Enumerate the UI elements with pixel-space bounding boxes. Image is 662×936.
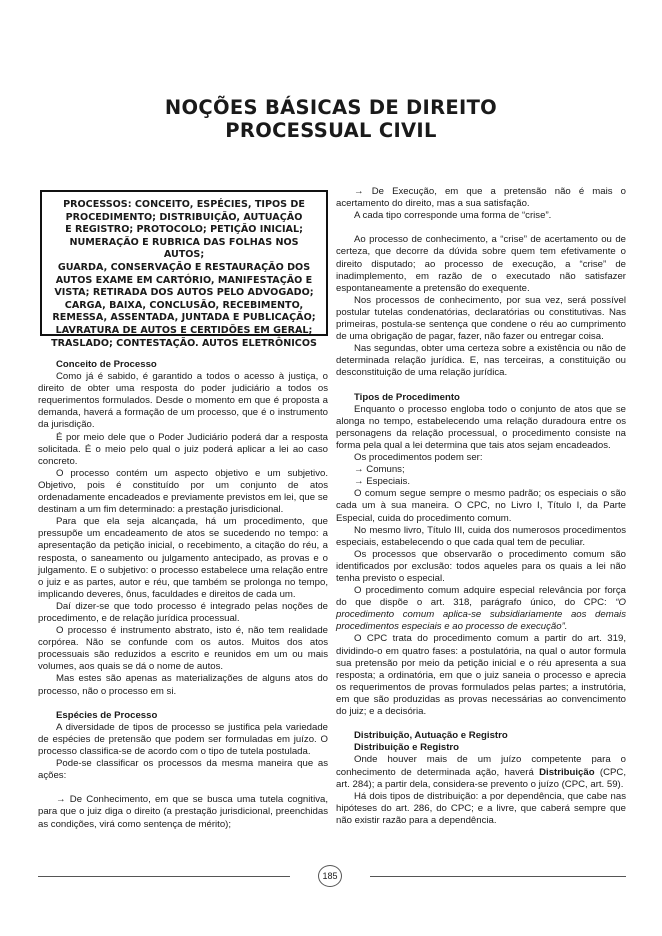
paragraph-text: O procedimento comum adquire especial relevância por força do que dispõe o art. 318, parágrafo único, do CPC:	[336, 585, 626, 609]
paragraph: Mas estes são apenas as materializações de alguns atos do processo, não o processo em si.	[38, 673, 328, 697]
title-line-1: NOÇÕES BÁSICAS DE DIREITO	[164, 96, 498, 119]
title-line-2: PROCESSUAL CIVIL	[225, 119, 437, 142]
topics-line: E REGISTRO; PROTOCOLO; PETIÇÃO INICIAL;	[65, 224, 303, 236]
paragraph: O processo é instrumento abstrato, isto é, não tem realidade corpórea. Não se confunde com os autos. Muitos dos atos processuais são reduzidos a escrito e reunidos em um ou mais volumes, aos quais se dá o nome de autos.	[38, 625, 328, 673]
bold-term: Distribuição	[539, 766, 595, 778]
page-title	[0, 96, 662, 142]
paragraph: O comum segue sempre o mesmo padrão; os especiais o são cada um à sua maneira. O CPC, no Livro I, Título I, da Parte Especial, cuida do procedimento comum.	[336, 488, 626, 524]
paragraph: No mesmo livro, Título III, cuida dos numerosos procedimentos especiais, estabelecendo o que cada qual tem de peculiar.	[336, 524, 626, 548]
topics-line: VISTA; RETIRADA DOS AUTOS PELO ADVOGADO;	[54, 287, 314, 299]
topics-line: PROCEDIMENTO; DISTRIBUIÇÃO, AUTUAÇÃO	[65, 211, 303, 223]
paragraph: Ao processo de conhecimento, a “crise” de acertamento ou de certeza, que decorre da dúvida sobre quem tem efetivamente o direito disputado; ao processo de execução, a “crise” de inadimplemento, em razão de o executado não satisfazer espontaneamente a pretensão do exequente.	[336, 234, 626, 294]
paragraph: Há dois tipos de distribuição: a por dependência, que cabe nas hipóteses do art. 286, do CPC; e a livre, que caberá sempre que não existir razão para a dependência.	[336, 790, 626, 826]
section-heading: Tipos de Procedimento	[354, 391, 460, 403]
paragraph: Os procedimentos podem ser:	[354, 452, 483, 464]
section-heading: Espécies de Processo	[56, 709, 158, 721]
left-column	[38, 359, 328, 831]
paragraph	[336, 585, 626, 633]
paragraph: Os processos que observarão o procedimento comum são identificados por exclusão: todos aqueles para os quais a lei não tenha previsto o especial.	[336, 548, 626, 584]
topics-line: GUARDA, CONSERVAÇÃO E RESTAURAÇÃO DOS	[57, 261, 311, 273]
paragraph: → Especiais.	[354, 476, 410, 488]
topics-line: PROCESSOS: CONCEITO, ESPÉCIES, TIPOS DE	[63, 199, 305, 210]
paragraph: O CPC trata do procedimento comum a partir do art. 319, dividindo-o em quatro fases: a postulatória, na qual o autor formula sua pretensão por meio da petição inicial e o réu apresenta a sua resposta; a ordinatória, em que o juiz saneia o processo e aprecia os requerimentos de provas formulados pelas partes; a instrutória, em que são produzidas as provas necessárias ao convencimento do juiz; e a decisória.	[336, 633, 626, 718]
paragraph: Nas segundas, obter uma certeza sobre a existência ou não de determinada relação jurídica. E, nas terceiras, a constituição ou desconstituição de uma relação jurídica.	[336, 343, 626, 379]
paragraph: → De Execução, em que a pretensão não é mais o acertamento do direito, mas a sua satisfação.	[336, 186, 626, 210]
topics-line: REMESSA, ASSENTADA, JUNTADA E PUBLICAÇÃO;	[52, 312, 316, 324]
topics-line: CARGA, BAIXA, CONCLUSÃO, RECEBIMENTO,	[64, 299, 304, 311]
paragraph-text: (CPC, art. 284); a partir dela, considera-se prevento o juízo (CPC, art. 59).	[336, 766, 626, 790]
section-heading: Conceito de Processo	[56, 359, 157, 370]
paragraph-text: Onde houver mais de um juízo competente para o conhecimento de determinada ação, haverá	[336, 754, 626, 778]
quote-text: “O procedimento comum aplica-se subsidiariamente aos demais procedimentos especiais e ao processo de execução”.	[336, 597, 626, 633]
topics-box	[40, 190, 328, 349]
section-heading: Distribuição, Autuação e Registro	[354, 730, 508, 742]
paragraph: Pode-se classificar os processos da mesma maneira que as ações:	[38, 758, 328, 782]
footer-rule-right	[370, 876, 626, 877]
topics-line: TRASLADO; CONTESTAÇÃO. AUTOS ELETRÔNICOS	[51, 337, 317, 349]
subsection-heading: Distribuição e Registro	[354, 742, 460, 754]
paragraph: A diversidade de tipos de processo se justifica pela variedade de espécies de pretensão que podem ser formuladas em juízo. O processo classifica-se de acordo com o tipo de tutela postulada.	[38, 721, 328, 757]
topics-line: NUMERAÇÃO E RUBRICA DAS FOLHAS NOS AUTOS;	[69, 236, 299, 261]
paragraph: É por meio dele que o Poder Judiciário poderá dar a resposta solicitada. É o meio pelo qual o juiz poderá aplicar a lei ao caso concreto.	[38, 431, 328, 467]
paragraph: Enquanto o processo engloba todo o conjunto de atos que se alonga no tempo, estabelecendo uma relação duradoura entre os personagens da relação processual, o procedimento consiste na forma pela qual a lei determina que tais atos sejam encadeados.	[336, 403, 626, 451]
paragraph: Nos processos de conhecimento, por sua vez, será possível postular tutelas condenatórias, declaratórias ou constitutivas. Nas primeiras, postula-se sentença que condene o réu ao cumprimento de uma obrigação de pagar, fazer, não fazer ou entregar coisa.	[336, 294, 626, 343]
topics-line: AUTOS EXAME EM CARTÓRIO, MANIFESTAÇÃO E	[55, 274, 313, 286]
paragraph: A cada tipo corresponde uma forma de “crise”.	[354, 210, 552, 222]
paragraph: O processo contém um aspecto objetivo e um subjetivo. Objetivo, pois é constituído por um conjunto de atos ordenadamente encadeados e previamente previstos em lei, que se destinam a um fim determinado: a prestação jurisdicional.	[38, 467, 328, 516]
footer-rule-left	[38, 876, 290, 877]
paragraph	[336, 754, 626, 790]
paragraph: Para que ela seja alcançada, há um procedimento, que pressupõe um encadeamento de atos se sucedendo no tempo: a apresentação da petição inicial, o recebimento, a citação do réu, a resposta, o saneamento ou julgamento antecipado, as provas e o julgamento. E o subjetivo: o processo estabelece uma relação entre o juiz e as partes, autor e réu, que também se prolonga no tempo, implicando deveres, ônus, faculdades e direitos de cada um.	[38, 516, 328, 600]
right-column	[336, 186, 626, 827]
paragraph: Daí dizer-se que todo processo é integrado pelas noções de procedimento, e de relação jurídica processual.	[38, 600, 328, 624]
page-number: 185	[318, 865, 342, 887]
paragraph: → De Conhecimento, em que se busca uma tutela cognitiva, para que o juiz diga o direito (a prestação jurisdicional, preenchidas as condições, virá como sentença de mérito);	[38, 794, 328, 830]
paragraph: → Comuns;	[354, 464, 405, 476]
paragraph: Como já é sabido, é garantido a todos o acesso à justiça, o direito de obter uma resposta do poder judiciário a todos os requerimentos formulados. Desde o momento em que é proposta a demanda, haverá a formação de um processo, que é o instrumento da jurisdição.	[38, 371, 328, 431]
topics-line: LAVRATURA DE AUTOS E CERTIDÕES EM GERAL;	[55, 324, 313, 336]
